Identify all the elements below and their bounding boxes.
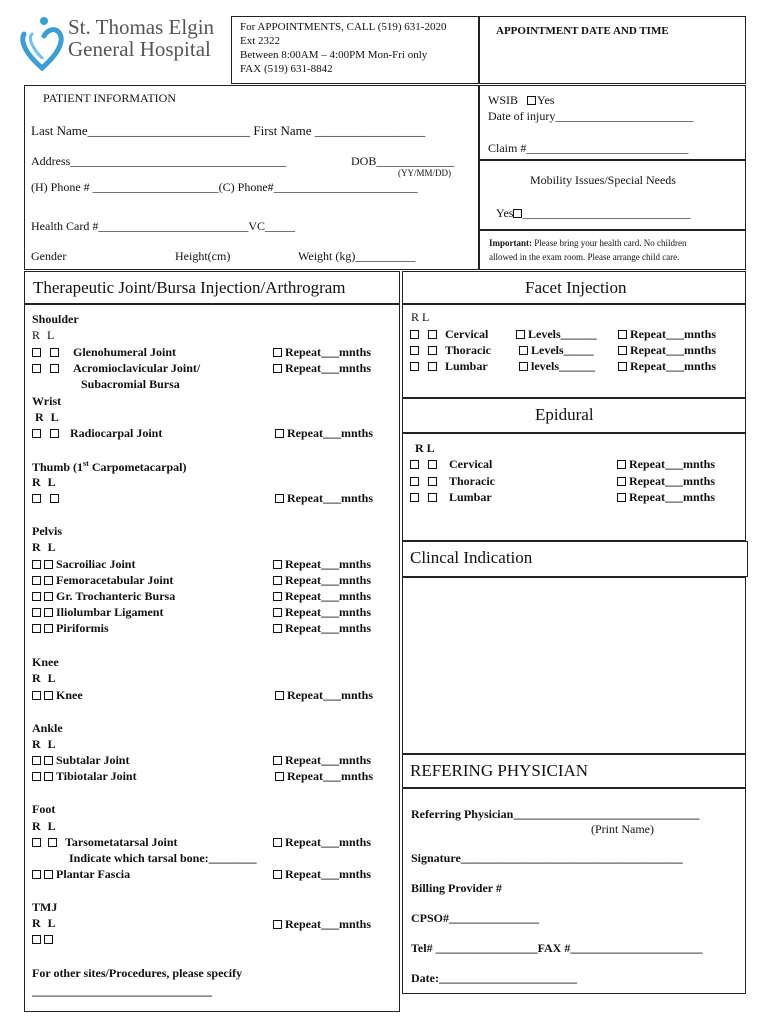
- facet-repeat-2-checkbox[interactable]: [618, 346, 627, 355]
- pelvis-3-repeat-label: Repeat___mnths: [285, 589, 371, 603]
- tmj-row: [32, 932, 56, 947]
- patient-info-box: [24, 85, 479, 270]
- glenohumeral-repeat-checkbox[interactable]: [273, 348, 282, 357]
- facet-thoracic-label: Thoracic: [445, 343, 491, 357]
- thumb-heading-sup: st: [83, 459, 89, 468]
- facet-cervical-label: Cervical: [445, 327, 489, 341]
- epidural-title: Epidural: [535, 405, 594, 424]
- epidural-cervical-r-checkbox[interactable]: [410, 460, 419, 469]
- foot-heading: Foot: [32, 802, 56, 816]
- weight-field[interactable]: Weight (kg)__________: [298, 249, 416, 263]
- hospital-logo: [18, 14, 66, 74]
- clinical-title-box: [402, 541, 748, 577]
- mobility-yes-field[interactable]: ____________________________: [522, 206, 691, 220]
- claim-field[interactable]: Claim #___________________________: [488, 141, 689, 155]
- tarso-repeat-checkbox[interactable]: [273, 838, 282, 847]
- glenohumeral-label: Glenohumeral Joint: [73, 345, 177, 359]
- facet-lumbar-label: Lumbar: [445, 359, 488, 373]
- pelvis-row-1: [32, 557, 135, 572]
- pelvis-2-r-checkbox[interactable]: [32, 576, 41, 585]
- appointment-date-box: [479, 16, 746, 84]
- tibiotalar-repeat: [275, 769, 373, 784]
- facet-levels-1-field[interactable]: Levels______: [528, 327, 597, 341]
- injection-title: Therapeutic Joint/Bursa Injection/Arthrogram: [33, 278, 346, 297]
- acromio-repeat-label: Repeat___mnths: [285, 361, 371, 375]
- thumb-heading-b: Carpometacarpal): [88, 460, 187, 474]
- ankle-row-1: [32, 753, 129, 768]
- knee-r-checkbox[interactable]: [32, 691, 41, 700]
- plantar-repeat-label: Repeat___mnths: [285, 867, 371, 881]
- pelvis-heading: Pelvis: [32, 524, 62, 538]
- facet-levels-2-checkbox[interactable]: [519, 346, 528, 355]
- thumb-repeat-label: Repeat___mnths: [287, 491, 373, 505]
- ankle-row-2: [32, 769, 137, 784]
- pelvis-1-r-checkbox[interactable]: [32, 560, 41, 569]
- gender-field[interactable]: Gender: [31, 249, 67, 263]
- pelvis-4-repeat-label: Repeat___mnths: [285, 605, 371, 619]
- pelvis-1-l-checkbox[interactable]: [44, 560, 53, 569]
- pelvis-repeat-5: [273, 621, 371, 636]
- pelvis-4-repeat-checkbox[interactable]: [273, 608, 282, 617]
- tmj-repeat-checkbox[interactable]: [273, 920, 282, 929]
- mobility-yes-row: [496, 206, 690, 221]
- patient-info-title: PATIENT INFORMATION: [43, 91, 177, 105]
- epidural-lumbar-r-checkbox[interactable]: [410, 493, 419, 502]
- facet-repeat-1-label: Repeat___mnths: [630, 327, 716, 341]
- billing-provider-field[interactable]: Billing Provider #: [411, 881, 502, 895]
- pelvis-repeat-1: [273, 557, 371, 572]
- epidural-lumbar-label: Lumbar: [449, 490, 492, 504]
- epidural-row-3: [410, 490, 492, 505]
- epidural-repeat-3: [617, 490, 715, 505]
- thumb-heading: [32, 459, 186, 475]
- facet-repeat-2-label: Repeat___mnths: [630, 343, 716, 357]
- pelvis-1-repeat-checkbox[interactable]: [273, 560, 282, 569]
- facet-repeat-3-checkbox[interactable]: [618, 362, 627, 371]
- tmj-l-checkbox[interactable]: [44, 935, 53, 944]
- appt-date-title: APPOINTMENT DATE AND TIME: [496, 25, 669, 37]
- subtalar-l-checkbox[interactable]: [44, 756, 53, 765]
- knee-repeat: [275, 688, 373, 703]
- radiocarpal-row: [32, 426, 162, 441]
- plantar-repeat: [273, 867, 371, 882]
- signature-field[interactable]: Signature_____________________________________: [411, 851, 683, 865]
- foot-rl: R L: [32, 819, 56, 833]
- mobility-yes-label: Yes: [496, 206, 514, 220]
- pelvis-3-repeat-checkbox[interactable]: [273, 592, 282, 601]
- knee-row: [32, 688, 83, 703]
- facet-repeat-3-label: Repeat___mnths: [630, 359, 716, 373]
- epidural-title-box: [402, 398, 746, 433]
- tmj-repeat-label: Repeat___mnths: [285, 917, 371, 931]
- important-box: [479, 230, 746, 270]
- tmj-r-checkbox[interactable]: [32, 935, 41, 944]
- pelvis-1-repeat-label: Repeat___mnths: [285, 557, 371, 571]
- physician-body-box: [402, 788, 746, 994]
- injection-title-box: [24, 271, 400, 304]
- glenohumeral-repeat-label: Repeat___mnths: [285, 345, 371, 359]
- knee-label: Knee: [56, 688, 83, 702]
- subtalar-repeat: [273, 753, 371, 768]
- pelvis-row-4: [32, 605, 163, 620]
- facet-levels-3-field[interactable]: levels______: [531, 359, 595, 373]
- pelvis-row-3: [32, 589, 175, 604]
- epidural-cervical-label: Cervical: [449, 457, 493, 471]
- heart-logo-icon: [18, 14, 66, 74]
- clinical-title: Clincal Indication: [410, 548, 533, 567]
- pelvis-2-l-checkbox[interactable]: [44, 576, 53, 585]
- pelvis-row-2: [32, 573, 173, 588]
- pelvis-4-l-checkbox[interactable]: [44, 608, 53, 617]
- facet-repeat-2: [618, 343, 716, 358]
- ankle-heading: Ankle: [32, 721, 63, 735]
- hospital-name-line1: St. Thomas Elgin: [68, 15, 215, 39]
- pelvis-row-5: [32, 621, 109, 636]
- facet-title-box: [402, 271, 746, 304]
- epidural-repeat-2-checkbox[interactable]: [617, 477, 626, 486]
- acromio-r-checkbox[interactable]: [32, 364, 41, 373]
- appt-line-1: For APPOINTMENTS, CALL (519) 631-2020: [240, 21, 447, 33]
- print-name-label: (Print Name): [591, 822, 654, 836]
- tarsal-bone-field[interactable]: Indicate which tarsal bone:________: [69, 851, 257, 865]
- pelvis-5-repeat-label: Repeat___mnths: [285, 621, 371, 635]
- thumb-row: [32, 491, 62, 506]
- tibiotalar-label: Tibiotalar Joint: [56, 769, 137, 783]
- pelvis-2-repeat-checkbox[interactable]: [273, 576, 282, 585]
- epidural-row-1: [410, 457, 492, 472]
- acromio-repeat-checkbox[interactable]: [273, 364, 282, 373]
- glenohumeral-r-checkbox[interactable]: [32, 348, 41, 357]
- appt-line-4: FAX (519) 631-8842: [240, 63, 333, 75]
- name-fields[interactable]: Last Name_________________________ First Name _________________: [31, 123, 426, 138]
- wsib-yes-label: Yes: [537, 93, 555, 107]
- radiocarpal-l-checkbox[interactable]: [50, 429, 59, 438]
- facet-repeat-1: [618, 327, 716, 342]
- tibiotalar-repeat-checkbox[interactable]: [275, 772, 284, 781]
- facet-lumbar-r-checkbox[interactable]: [410, 362, 419, 371]
- tarso-repeat: [273, 835, 371, 850]
- wsib-yes-checkbox[interactable]: [527, 96, 536, 105]
- plantar-r-checkbox[interactable]: [32, 870, 41, 879]
- facet-cervical-l-checkbox[interactable]: [428, 330, 437, 339]
- glenohumeral-repeat: [273, 345, 371, 360]
- tarso-repeat-label: Repeat___mnths: [285, 835, 371, 849]
- facet-thoracic-r-checkbox[interactable]: [410, 346, 419, 355]
- shoulder-heading: Shoulder: [32, 312, 79, 326]
- clinical-indication-field[interactable]: [402, 577, 746, 754]
- appointment-call-box: [231, 16, 479, 84]
- knee-repeat-checkbox[interactable]: [275, 691, 284, 700]
- radiocarpal-label: Radiocarpal Joint: [70, 426, 163, 440]
- pelvis-4-r-checkbox[interactable]: [32, 608, 41, 617]
- pelvis-3-r-checkbox[interactable]: [32, 592, 41, 601]
- physician-title: REFERING PHYSICIAN: [410, 761, 589, 780]
- pelvis-5-l-checkbox[interactable]: [44, 624, 53, 633]
- appt-line-3: Between 8:00AM – 4:00PM Mon-Fri only: [240, 49, 428, 61]
- pelvis-2-repeat-label: Repeat___mnths: [285, 573, 371, 587]
- thumb-rl: R L: [32, 475, 56, 489]
- dob-field[interactable]: DOB_____________: [351, 154, 455, 168]
- dob-format: (YY/MM/DD): [398, 168, 451, 178]
- tibiotalar-r-checkbox[interactable]: [32, 772, 41, 781]
- phone-fields[interactable]: (H) Phone # _____________________(C) Phone#________________________: [31, 180, 418, 194]
- radiocarpal-repeat-label: Repeat___mnths: [287, 426, 373, 440]
- facet-row-2: [410, 343, 491, 358]
- subtalar-repeat-checkbox[interactable]: [273, 756, 282, 765]
- pelvis-item-5: Piriformis: [56, 621, 109, 635]
- other-sites-field[interactable]: ______________________________: [32, 984, 212, 998]
- facet-title: Facet Injection: [525, 278, 627, 297]
- tmj-heading: TMJ: [32, 900, 58, 914]
- epidural-repeat-1-label: Repeat___mnths: [629, 457, 715, 471]
- important-text-2: allowed in the exam room. Please arrange child care.: [489, 252, 680, 262]
- subacromial-label: Subacromial Bursa: [81, 377, 180, 391]
- plantar-label: Plantar Fascia: [56, 867, 131, 881]
- pelvis-item-3: Gr. Trochanteric Bursa: [56, 589, 176, 603]
- epidural-cervical-l-checkbox[interactable]: [428, 460, 437, 469]
- facet-row-3: [410, 359, 488, 374]
- facet-levels-2-field[interactable]: Levels_____: [531, 343, 594, 357]
- important-line-1: [489, 238, 686, 248]
- health-card-field[interactable]: Health Card #_________________________VC_____: [31, 219, 295, 233]
- knee-l-checkbox[interactable]: [44, 691, 53, 700]
- pelvis-repeat-2: [273, 573, 371, 588]
- pelvis-5-r-checkbox[interactable]: [32, 624, 41, 633]
- knee-heading: Knee: [32, 655, 59, 669]
- plantar-l-checkbox[interactable]: [44, 870, 53, 879]
- pelvis-item-1: Sacroiliac Joint: [56, 557, 136, 571]
- wsib-box: [479, 85, 746, 160]
- plantar-row: [32, 867, 130, 882]
- thumb-l-checkbox[interactable]: [50, 494, 59, 503]
- epidural-repeat-3-checkbox[interactable]: [617, 493, 626, 502]
- knee-repeat-label: Repeat___mnths: [287, 688, 373, 702]
- acromio-l-checkbox[interactable]: [50, 364, 59, 373]
- radiocarpal-repeat: [275, 426, 373, 441]
- shoulder-rl: R L: [32, 328, 55, 342]
- radiocarpal-r-checkbox[interactable]: [32, 429, 41, 438]
- wrist-rl: R L: [35, 410, 59, 424]
- tmj-repeat: [273, 917, 371, 932]
- facet-repeat-1-checkbox[interactable]: [618, 330, 627, 339]
- ankle-rl: R L: [32, 737, 56, 751]
- subtalar-repeat-label: Repeat___mnths: [285, 753, 371, 767]
- thumb-repeat-checkbox[interactable]: [275, 494, 284, 503]
- important-text-1: Please bring your health card. No children: [534, 238, 687, 248]
- referring-physician-field[interactable]: Referring Physician_______________________________: [411, 807, 700, 821]
- wsib-row: [488, 93, 554, 108]
- pelvis-3-l-checkbox[interactable]: [44, 592, 53, 601]
- epidural-thoracic-l-checkbox[interactable]: [428, 477, 437, 486]
- cpso-field[interactable]: CPSO#_______________: [411, 911, 540, 925]
- pelvis-repeat-3: [273, 589, 371, 604]
- glenohumeral-l-checkbox[interactable]: [50, 348, 59, 357]
- tel-fax-field[interactable]: Tel# _________________FAX #______________________: [411, 941, 703, 955]
- tarso-l-checkbox[interactable]: [48, 838, 57, 847]
- epidural-row-2: [410, 474, 495, 489]
- date-of-injury-field[interactable]: Date of injury_______________________: [488, 109, 694, 123]
- facet-thoracic-l-checkbox[interactable]: [428, 346, 437, 355]
- facet-lumbar-l-checkbox[interactable]: [428, 362, 437, 371]
- glenohumeral-row: [32, 345, 176, 360]
- hospital-name-line2: General Hospital: [68, 37, 211, 61]
- subtalar-r-checkbox[interactable]: [32, 756, 41, 765]
- height-field[interactable]: Height(cm): [175, 249, 231, 263]
- wrist-heading: Wrist: [32, 394, 62, 408]
- date-field[interactable]: Date:_______________________: [411, 971, 577, 985]
- acromio-repeat: [273, 361, 371, 376]
- facet-repeat-3: [618, 359, 716, 374]
- epidural-thoracic-r-checkbox[interactable]: [410, 477, 419, 486]
- epidural-thoracic-label: Thoracic: [449, 474, 495, 488]
- epidural-repeat-1: [617, 457, 715, 472]
- pelvis-repeat-4: [273, 605, 371, 620]
- mobility-title: Mobility Issues/Special Needs: [530, 173, 676, 187]
- epidural-repeat-1-checkbox[interactable]: [617, 460, 626, 469]
- tarso-r-checkbox[interactable]: [32, 838, 41, 847]
- mobility-box: [479, 160, 746, 230]
- facet-levels-2: [519, 343, 594, 358]
- pelvis-item-4: Iliolumbar Ligament: [56, 605, 164, 619]
- epidural-rl: R L: [415, 441, 435, 455]
- tmj-rl: R L: [32, 916, 56, 930]
- thumb-r-checkbox[interactable]: [32, 494, 41, 503]
- acromio-label: Acromioclavicular Joint/: [73, 361, 201, 375]
- important-label: Important:: [489, 238, 532, 248]
- epidural-repeat-3-label: Repeat___mnths: [629, 490, 715, 504]
- facet-rl: R L: [411, 310, 430, 324]
- thumb-repeat: [275, 491, 373, 506]
- other-sites-label: For other sites/Procedures, please specify: [32, 966, 243, 980]
- pelvis-rl: R L: [32, 540, 56, 554]
- knee-rl: R L: [32, 671, 56, 685]
- plantar-repeat-checkbox[interactable]: [273, 870, 282, 879]
- epidural-lumbar-l-checkbox[interactable]: [428, 493, 437, 502]
- epidural-repeat-2-label: Repeat___mnths: [629, 474, 715, 488]
- tibiotalar-l-checkbox[interactable]: [44, 772, 53, 781]
- injection-body-box: [24, 304, 400, 1012]
- tibiotalar-repeat-label: Repeat___mnths: [287, 769, 373, 783]
- epidural-repeat-2: [617, 474, 715, 489]
- facet-levels-3-checkbox[interactable]: [519, 362, 528, 371]
- appt-line-2: Ext 2322: [240, 35, 281, 47]
- wsib-label: WSIB: [488, 93, 518, 107]
- address-field[interactable]: Address____________________________________: [31, 154, 287, 168]
- acromio-row: [32, 361, 200, 376]
- facet-row-1: [410, 327, 488, 342]
- facet-levels-1: [516, 327, 597, 342]
- tarso-row: [32, 835, 178, 850]
- subtalar-label: Subtalar Joint: [56, 753, 130, 767]
- facet-levels-1-checkbox[interactable]: [516, 330, 525, 339]
- tarso-label: Tarsometatarsal Joint: [65, 835, 178, 849]
- thumb-heading-a: Thumb (1: [32, 460, 84, 474]
- facet-cervical-r-checkbox[interactable]: [410, 330, 419, 339]
- radiocarpal-repeat-checkbox[interactable]: [275, 429, 284, 438]
- pelvis-5-repeat-checkbox[interactable]: [273, 624, 282, 633]
- pelvis-item-2: Femoracetabular Joint: [56, 573, 174, 587]
- facet-levels-3: [519, 359, 595, 374]
- physician-title-box: [402, 754, 746, 788]
